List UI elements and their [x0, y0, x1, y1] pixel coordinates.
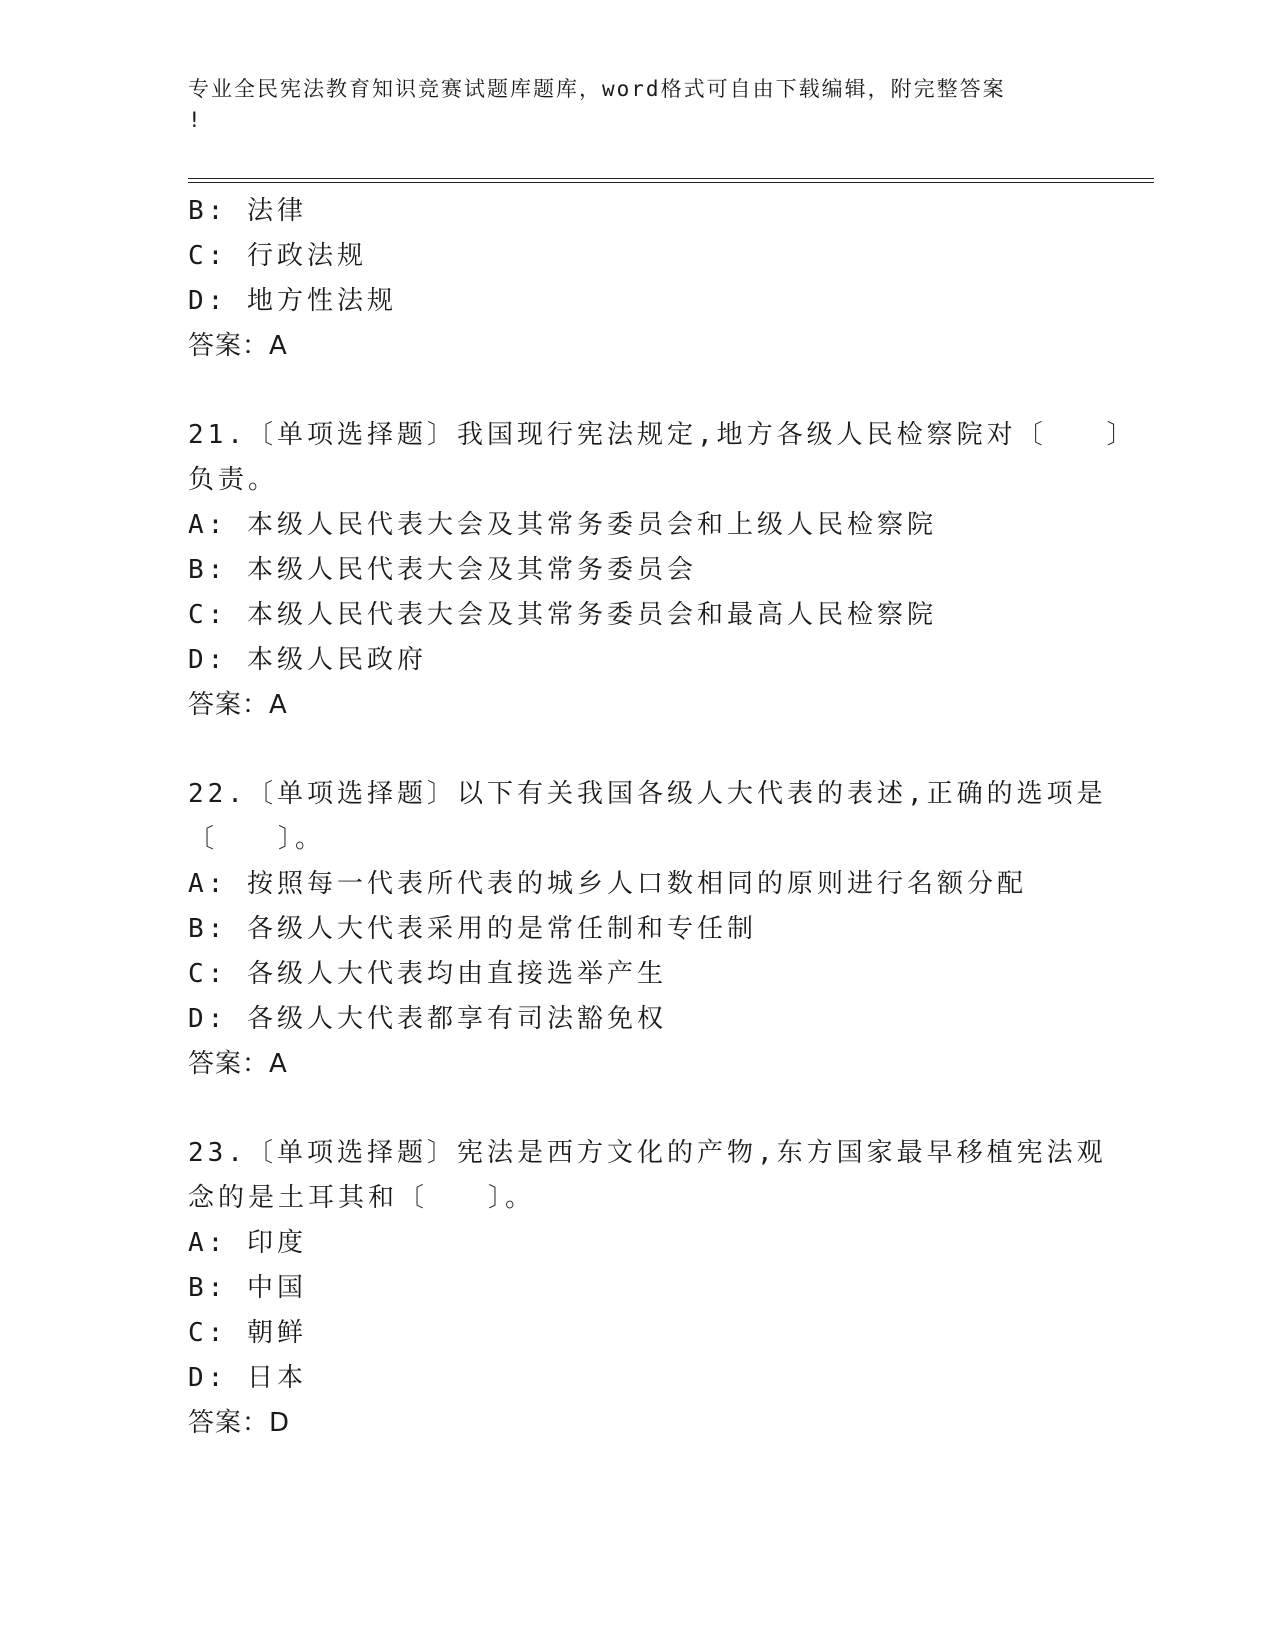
header-divider-top: [188, 178, 1154, 179]
option-b: B: 各级人大代表采用的是常任制和专任制: [188, 914, 757, 944]
question-stem-continued: 〔 〕。: [188, 824, 326, 854]
option-c: C: 朝鲜: [188, 1318, 307, 1348]
document-header: [188, 74, 1068, 136]
option-a: A: 本级人民代表大会及其常务委员会和上级人民检察院: [188, 510, 937, 540]
option-c: C: 行政法规: [188, 241, 367, 271]
option-d: D: 地方性法规: [188, 286, 397, 316]
option-b: B: 本级人民代表大会及其常务委员会: [188, 555, 697, 585]
answer: 答案：A: [188, 331, 288, 361]
option-a: A: 印度: [188, 1228, 307, 1258]
question-stem: 22.〔单项选择题〕以下有关我国各级人大代表的表述,正确的选项是: [188, 779, 1107, 809]
option-a: A: 按照每一代表所代表的城乡人口数相同的原则进行名额分配: [188, 869, 1027, 899]
answer: 答案：D: [188, 1408, 291, 1438]
header-divider-bottom: [188, 182, 1154, 183]
option-c: C: 本级人民代表大会及其常务委员会和最高人民检察院: [188, 600, 937, 630]
header-line-1: 专业全民宪法教育知识竞赛试题库题库，word格式可自由下载编辑，附完整答案: [188, 77, 1006, 101]
answer: 答案：A: [188, 690, 288, 720]
option-d: D: 各级人大代表都享有司法豁免权: [188, 1004, 667, 1034]
question-stem-continued: 念的是土耳其和〔 〕。: [188, 1183, 536, 1213]
question-stem: 23.〔单项选择题〕宪法是西方文化的产物,东方国家最早移植宪法观: [188, 1138, 1107, 1168]
option-b: B: 中国: [188, 1273, 307, 1303]
option-c: C: 各级人大代表均由直接选举产生: [188, 959, 667, 989]
option-b: B: 法律: [188, 196, 307, 226]
question-stem: 21.〔单项选择题〕我国现行宪法规定,地方各级人民检察院对〔 〕: [188, 420, 1137, 450]
header-line-2: !: [188, 108, 203, 132]
option-d: D: 日本: [188, 1363, 307, 1393]
question-stem-continued: 负责。: [188, 465, 279, 495]
option-d: D: 本级人民政府: [188, 645, 427, 675]
answer: 答案：A: [188, 1049, 288, 1079]
